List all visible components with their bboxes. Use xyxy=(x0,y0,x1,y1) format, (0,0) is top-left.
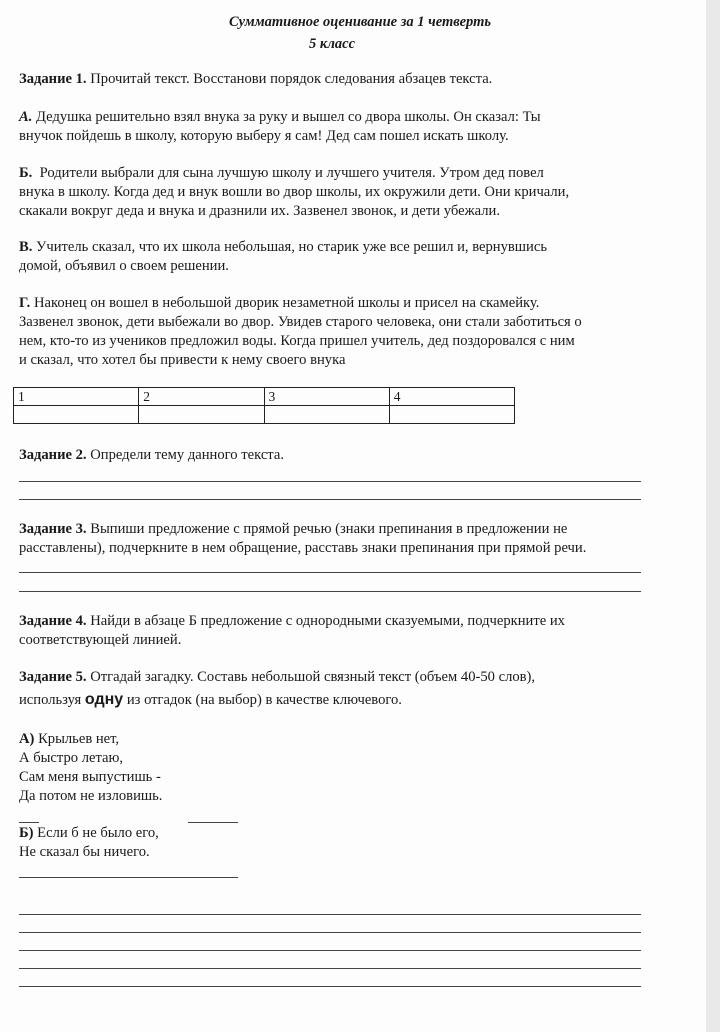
task3-label: Задание 3. xyxy=(19,521,87,537)
riddle-b-line: Если б не было его, xyxy=(37,825,159,841)
answer-line[interactable] xyxy=(19,591,641,592)
order-answer-cell[interactable] xyxy=(139,406,264,424)
paragraph-a xyxy=(19,108,541,146)
answer-line[interactable] xyxy=(19,932,641,933)
paragraph-v-letter: В. xyxy=(19,239,33,255)
answer-line-short[interactable] xyxy=(19,822,39,823)
answer-line-short[interactable] xyxy=(188,822,238,823)
task2-heading xyxy=(19,446,284,465)
paragraph-a-line: внучок пойдешь в школу, которую выберу я сам! Дед сам пошел искать школу. xyxy=(19,128,509,144)
grade-label: 5 класс xyxy=(308,36,356,52)
riddle-a-line: Крыльев нет, xyxy=(38,731,120,747)
answer-line[interactable] xyxy=(19,950,641,951)
paragraph-g-line: нем, кто-то из учеников предложил воды. Когда пришел учитель, дед поздоровался с ним xyxy=(19,333,575,349)
paragraph-v xyxy=(19,238,547,276)
task5-emphasis: одну xyxy=(84,691,124,708)
paragraph-g-line: и сказал, что хотел бы привести к нему своего внука xyxy=(19,352,346,368)
paragraph-b-line: скакали вокруг деда и внука и дразнили их. Зазвенел звонок, и дети убежали. xyxy=(19,203,500,219)
order-answer-cell[interactable] xyxy=(264,406,389,424)
order-table-header-cell: 2 xyxy=(139,388,264,406)
task4-label: Задание 4. xyxy=(19,613,87,629)
paragraph-g xyxy=(19,294,582,370)
order-answer-cell[interactable] xyxy=(14,406,139,424)
answer-line[interactable] xyxy=(19,986,641,987)
paragraph-b-line: Родители выбрали для сына лучшую школу и лучшего учителя. Утром дед повел xyxy=(39,165,544,181)
task4-heading xyxy=(19,612,565,650)
order-answer-cell[interactable] xyxy=(389,406,514,424)
order-table-header-cell: 1 xyxy=(14,388,139,406)
answer-line[interactable] xyxy=(19,481,641,482)
task1-prompt: Прочитай текст. Восстанови порядок следования абзацев текста. xyxy=(90,71,493,87)
order-table-answer-row xyxy=(14,406,515,424)
riddle-a-line: Сам меня выпустишь - xyxy=(19,769,161,785)
task1-heading xyxy=(19,70,492,89)
paragraph-g-line: Зазвенел звонок, дети выбежали во двор. Увидев старого человека, они стали заботиться о xyxy=(19,314,582,330)
paragraph-a-line: Дедушка решительно взял внука за руку и вышел со двора школы. Он сказал: Ты xyxy=(36,109,541,125)
paragraph-a-letter: А. xyxy=(19,109,33,125)
order-table-header-cell: 4 xyxy=(389,388,514,406)
worksheet-title: Суммативное оценивание за 1 четверть xyxy=(229,14,491,30)
order-table-header-row xyxy=(14,388,515,406)
answer-line[interactable] xyxy=(19,499,641,500)
task3-line: расставлены), подчеркните в нем обращение, расставь знаки препинания при прямой речи. xyxy=(19,540,587,556)
riddle-b xyxy=(19,824,159,862)
paragraph-g-line: Наконец он вошел в небольшой дворик незаметной школы и присел на скамейку. xyxy=(33,295,540,311)
order-table xyxy=(13,387,515,424)
riddle-a-line: А быстро летаю, xyxy=(19,750,124,766)
paragraph-v-line: домой, объявил о своем решении. xyxy=(19,258,229,274)
riddle-b-line: Не сказал бы ничего. xyxy=(19,844,150,860)
riddle-b-label: Б) xyxy=(19,825,34,841)
paragraph-b-letter: Б. xyxy=(19,165,33,181)
task2-prompt: Определи тему данного текста. xyxy=(90,447,284,463)
task1-label: Задание 1. xyxy=(19,71,87,87)
paragraph-v-line: Учитель сказал, что их школа небольшая, но старик уже все решил и, вернувшись xyxy=(36,239,547,255)
paragraph-b-line: внука в школу. Когда дед и внук вошли во двор школы, их окружили дети. Они кричали, xyxy=(19,184,570,200)
riddle-a xyxy=(19,730,162,806)
answer-line-short[interactable] xyxy=(19,877,238,878)
answer-line[interactable] xyxy=(19,914,641,915)
task2-label: Задание 2. xyxy=(19,447,87,463)
task5-heading xyxy=(19,668,535,710)
scan-edge xyxy=(706,0,720,1032)
task4-line: Найди в абзаце Б предложение с однородными сказуемыми, подчеркните их xyxy=(90,613,565,629)
answer-line[interactable] xyxy=(19,572,641,573)
paragraph-g-letter: Г. xyxy=(19,295,31,311)
answer-line[interactable] xyxy=(19,968,641,969)
task3-line: Выпиши предложение с прямой речью (знаки препинания в предложении не xyxy=(90,521,568,537)
task5-label: Задание 5. xyxy=(19,669,87,685)
riddle-a-label: А) xyxy=(19,731,35,747)
order-table-header-cell: 3 xyxy=(264,388,389,406)
task4-line: соответствующей линией. xyxy=(19,632,182,648)
task3-heading xyxy=(19,520,586,558)
task5-line: Отгадай загадку. Составь небольшой связный текст (объем 40-50 слов), xyxy=(90,669,536,685)
task5-line: используя xyxy=(19,692,82,708)
paragraph-b xyxy=(19,164,569,221)
task5-line: из отгадок (на выбор) в качестве ключевого. xyxy=(126,692,402,708)
riddle-a-line: Да потом не изловишь. xyxy=(19,788,163,804)
